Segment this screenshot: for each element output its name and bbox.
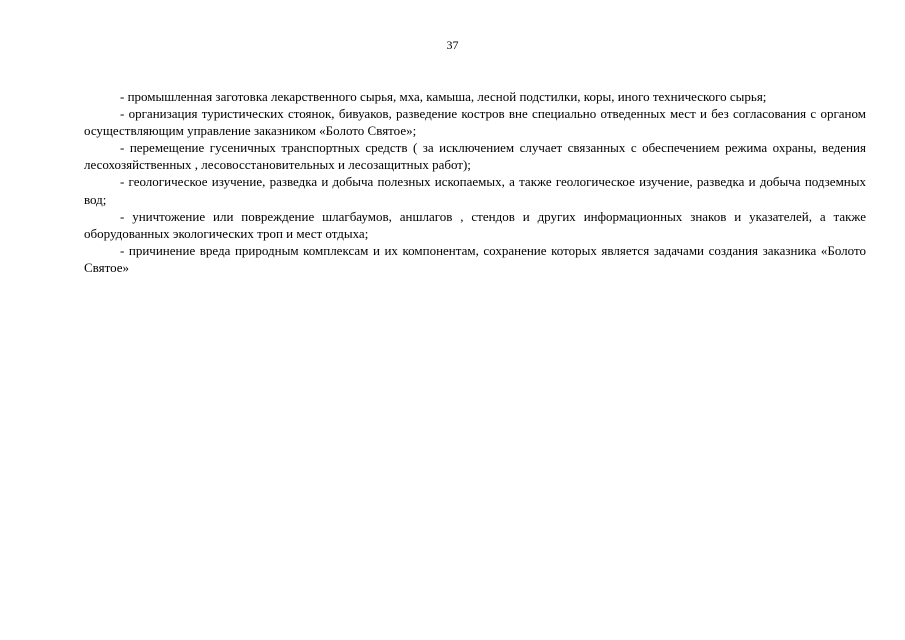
restrictions-list	[84, 88, 866, 276]
list-item-tracked-vehicles: - перемещение гусеничных транспортных средств ( за исключением случает связанных с обеспечением режима охраны, ведения лесохозяйственных , лесовосстановительных и лесозащитных работ);	[84, 140, 866, 173]
page-number: 37	[446, 38, 459, 52]
list-item-geology-mining: - геологическое изучение, разведка и добыча полезных ископаемых, а также геологическое изучение, разведка и добыча подземных вод;	[84, 174, 866, 207]
list-item-natural-harm: - причинение вреда природным комплексам и их компонентам, сохранение которых является задачами создания заказника «Болото Святое»	[84, 242, 866, 275]
list-item-raw-materials: - промышленная заготовка лекарственного сырья, мха, камыша, лесной подстилки, коры, иного технического сырья;	[120, 89, 767, 104]
list-item-tourist-camps: - организация туристических стоянок, бивуаков, разведение костров вне специально отведенных мест и без согласования с органом осуществляющим управление заказником «Болото Святое»;	[84, 106, 866, 139]
list-item-signs-damage: - уничтожение или повреждение шлагбаумов, аншлагов , стендов и других информационных знаков и указателей, а также оборудованных экологических троп и мест отдыха;	[84, 208, 866, 241]
